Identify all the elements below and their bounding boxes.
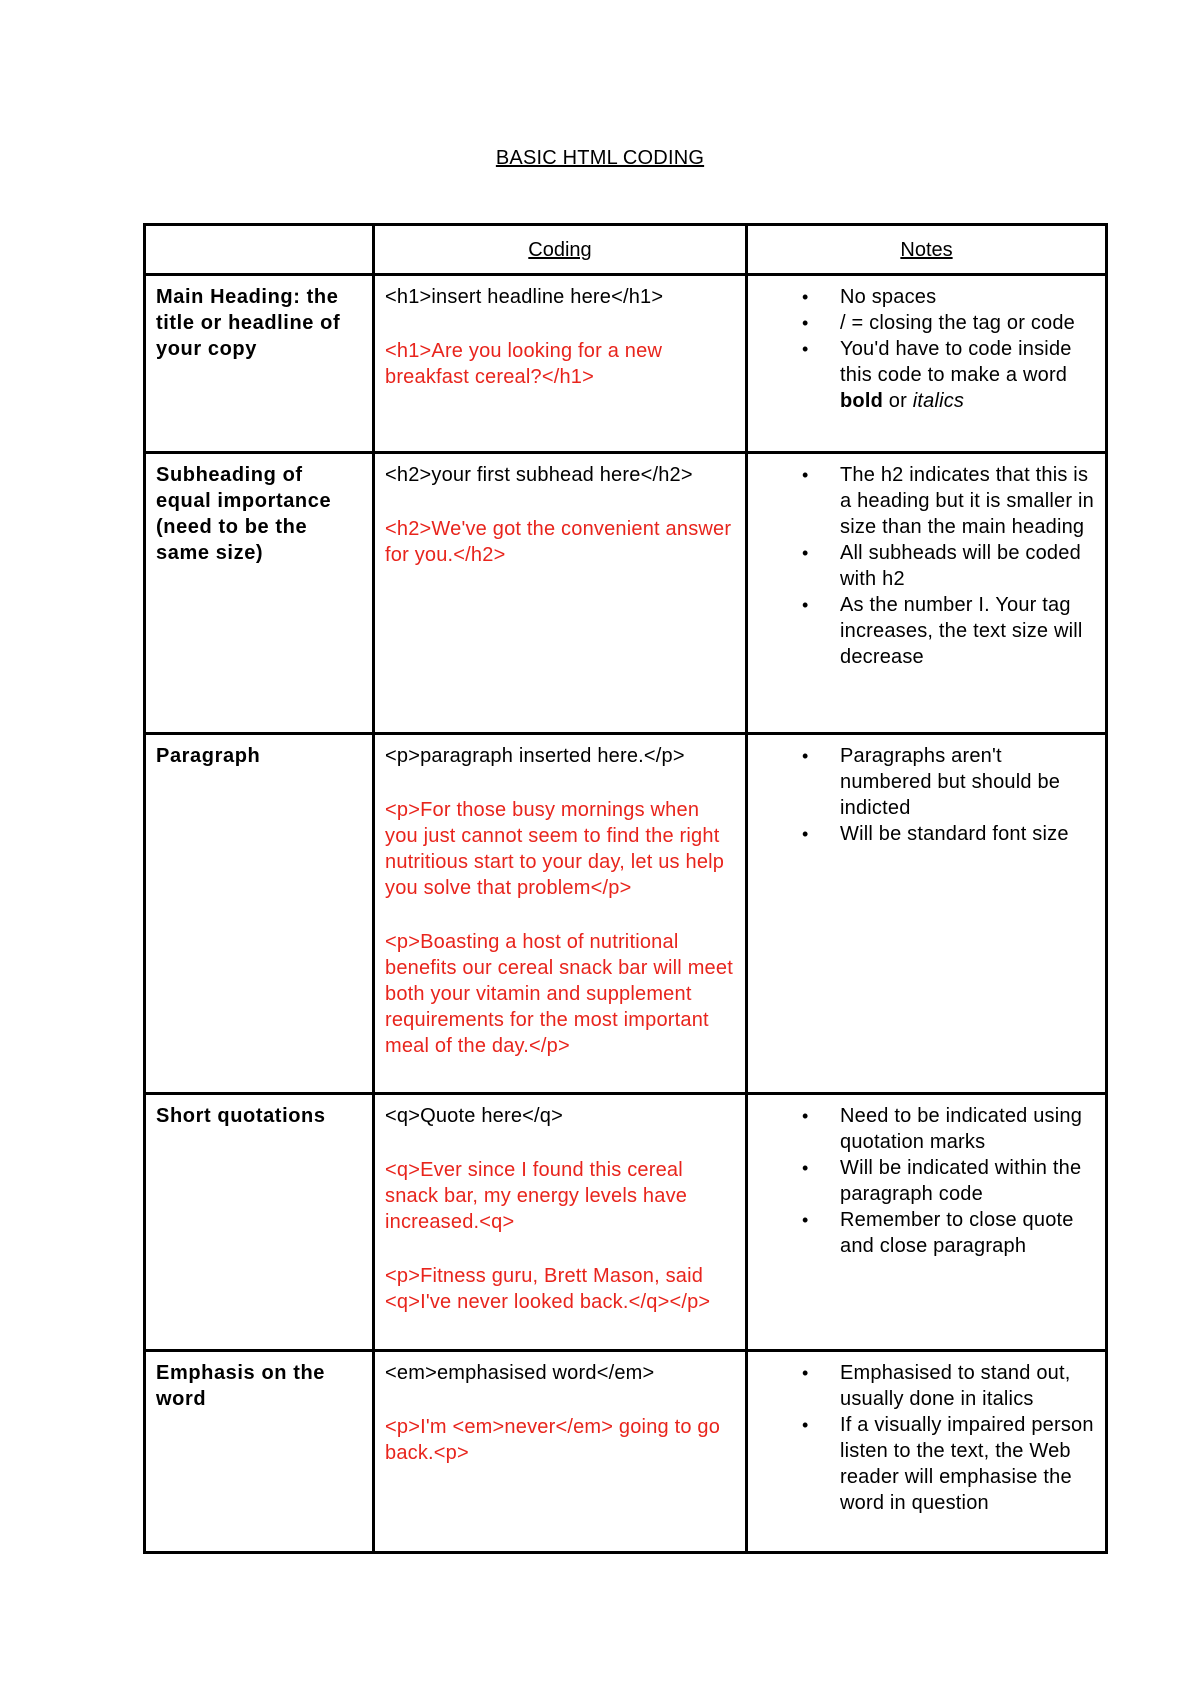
row-label: Main Heading: the title or headline of your copy (156, 286, 341, 360)
note-text: / = closing the tag or code (840, 312, 1075, 334)
note-text: Paragraphs aren't numbered but should be indicted (840, 745, 1061, 819)
row-notes-cell (747, 453, 1107, 734)
code-example: <h1>Are you looking for a new breakfast cereal?</h1> (385, 340, 663, 388)
row-coding-cell (374, 275, 747, 453)
note-text: You'd have to code inside this code to make a word (840, 338, 1072, 386)
code-example: <h2>We've got the convenient answer for you.</h2> (385, 518, 732, 566)
table-row (145, 734, 1107, 1094)
code-syntax: <h2>your first subhead here</h2> (385, 464, 693, 486)
row-label: Subheading of equal importance (need to be the same size) (156, 464, 332, 564)
note-item (802, 462, 1095, 540)
note-text: If a visually impaired person listen to the text, the Web reader will emphasise the word in question (840, 1414, 1094, 1514)
code-example: <q>Ever since I found this cereal snack bar, my energy levels have increased.<q> (385, 1159, 688, 1233)
table-row (145, 275, 1107, 453)
notes-list (758, 1103, 1095, 1259)
bullet-icon: • (802, 543, 809, 563)
note-text: Emphasised to stand out, usually done in italics (840, 1362, 1071, 1410)
note-text: Will be indicated within the paragraph code (840, 1157, 1082, 1205)
row-label-cell (145, 453, 374, 734)
code-syntax: <p>paragraph inserted here.</p> (385, 745, 685, 767)
note-text: Need to be indicated using quotation marks (840, 1105, 1083, 1153)
row-label: Emphasis on the word (156, 1362, 326, 1410)
row-coding-cell (374, 1351, 747, 1553)
code-example: <p>Fitness guru, Brett Mason, said <q>I've never looked back.</q></p> (385, 1265, 711, 1313)
row-notes-cell (747, 275, 1107, 453)
code-syntax: <h1>insert headline here</h1> (385, 286, 664, 308)
table-row (145, 1351, 1107, 1553)
note-item (802, 284, 1095, 310)
note-item (802, 1412, 1095, 1516)
code-example: <p>I'm <em>never</em> going to go back.<p> (385, 1416, 721, 1464)
header-blank-cell (145, 225, 374, 275)
table-row (145, 1094, 1107, 1351)
note-text: Remember to close quote and close paragraph (840, 1209, 1074, 1257)
notes-list (758, 284, 1095, 414)
bullet-icon: • (802, 339, 809, 359)
row-coding-cell (374, 453, 747, 734)
html-coding-table (143, 223, 1108, 1554)
note-item (802, 336, 1095, 414)
note-item (802, 1103, 1095, 1155)
bullet-icon: • (802, 1158, 809, 1178)
note-bold-word: bold (840, 390, 884, 412)
note-item (802, 1207, 1095, 1259)
bullet-icon: • (802, 1363, 809, 1383)
note-item (802, 743, 1095, 821)
bullet-icon: • (802, 1210, 809, 1230)
code-example: <p>For those busy mornings when you just cannot seem to find the right nutritious start to your day, let us help you solve that problem</p> (385, 799, 725, 899)
note-italic-word: italics (912, 390, 965, 412)
note-or: or (883, 390, 913, 412)
note-text: No spaces (840, 286, 937, 308)
row-notes-cell (747, 1094, 1107, 1351)
row-notes-cell (747, 734, 1107, 1094)
note-text: All subheads will be coded with h2 (840, 542, 1081, 590)
row-notes-cell (747, 1351, 1107, 1553)
header-coding: Coding (528, 238, 592, 261)
note-item (802, 592, 1095, 670)
notes-list (758, 1360, 1095, 1516)
table-row (145, 453, 1107, 734)
notes-list (758, 462, 1095, 670)
page-title: BASIC HTML CODING (495, 147, 705, 169)
table-header-row (145, 225, 1107, 275)
note-item (802, 821, 1095, 847)
code-syntax: <em>emphasised word</em> (385, 1362, 655, 1384)
row-label-cell (145, 1094, 374, 1351)
note-item (802, 1155, 1095, 1207)
header-coding-cell (374, 225, 747, 275)
code-syntax: <q>Quote here</q> (385, 1105, 563, 1127)
row-label-cell (145, 275, 374, 453)
bullet-icon: • (802, 287, 809, 307)
bullet-icon: • (802, 1106, 809, 1126)
row-coding-cell (374, 734, 747, 1094)
note-text: As the number I. Your tag increases, the text size will decrease (840, 594, 1083, 668)
header-notes: Notes (900, 238, 953, 261)
row-label-cell (145, 1351, 374, 1553)
note-item (802, 540, 1095, 592)
row-coding-cell (374, 1094, 747, 1351)
bullet-icon: • (802, 824, 809, 844)
bullet-icon: • (802, 313, 809, 333)
bullet-icon: • (802, 595, 809, 615)
note-item (802, 1360, 1095, 1412)
note-text: The h2 indicates that this is a heading but it is smaller in size than the main heading (840, 464, 1094, 538)
note-item (802, 310, 1095, 336)
notes-list (758, 743, 1095, 847)
code-example: <p>Boasting a host of nutritional benefits our cereal snack bar will meet both your vitamin and supplement requirements for the most important meal of the day.</p> (385, 931, 733, 1057)
bullet-icon: • (802, 746, 809, 766)
bullet-icon: • (802, 465, 809, 485)
bullet-icon: • (802, 1415, 809, 1435)
row-label: Paragraph (156, 745, 261, 767)
note-text: Will be standard font size (840, 823, 1069, 845)
header-notes-cell (747, 225, 1107, 275)
row-label: Short quotations (156, 1105, 326, 1127)
row-label-cell (145, 734, 374, 1094)
